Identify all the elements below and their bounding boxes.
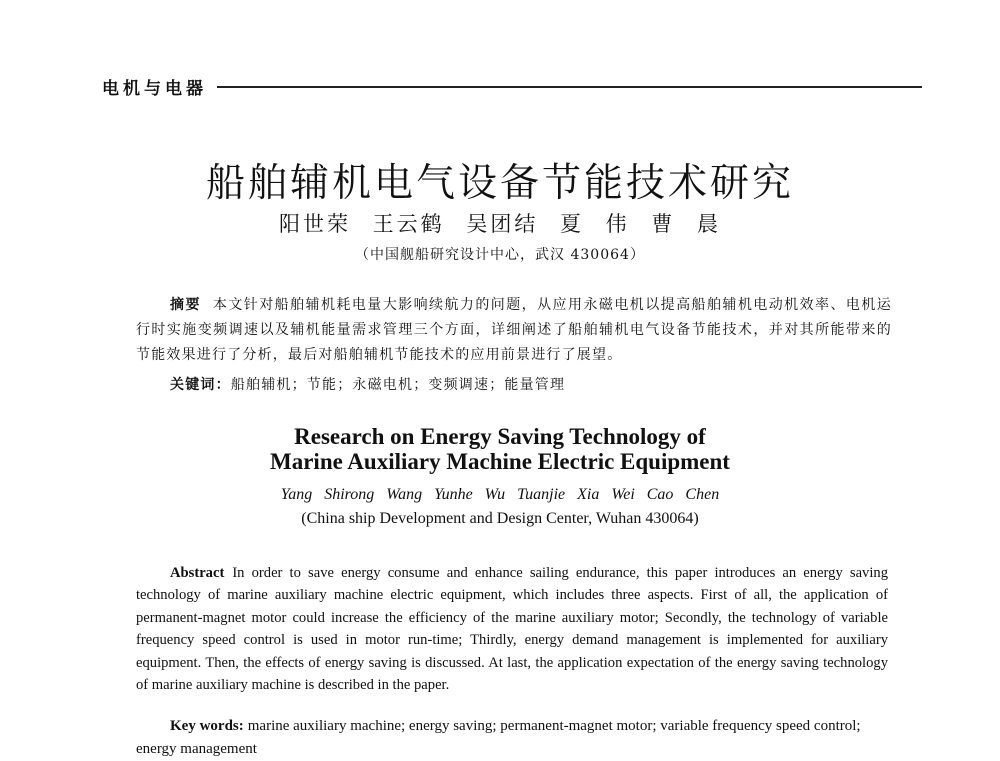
english-abstract-text: In order to save energy consume and enhance sailing endurance, this paper introduces an energy saving technology of marine auxiliary machine electric equipment, which includes three aspects. First of all, the application of permanent-magnet motor could increase the efficiency of the marine auxiliary motor; Secondly, the technology of variable frequency speed control is used in motor run-time; Thirdly, energy demand management is implemented for auxiliary equipment. Then, the effects of energy saving is discussed. At last, the application expectation of the energy saving technology of marine auxiliary machine is described in the paper. bbox=[136, 565, 888, 694]
english-affiliation: (China ship Development and Design Center, Wuhan 430064) bbox=[301, 510, 699, 527]
english-keywords-label: Key words: bbox=[170, 718, 244, 734]
english-abstract bbox=[136, 562, 888, 696]
english-title-line-2: Marine Auxiliary Machine Electric Equipment bbox=[270, 449, 730, 474]
english-abstract-label: Abstract bbox=[170, 565, 225, 581]
chinese-keywords-label: 关键词： bbox=[170, 377, 231, 393]
chinese-keywords-text: 船舶辅机；节能；永磁电机；变频调速；能量管理 bbox=[230, 377, 566, 393]
english-keywords-text: marine auxiliary machine; energy saving; permanent-magnet motor; variable frequency speed control; energy management bbox=[136, 718, 861, 757]
chinese-title: 船舶辅机电气设备节能技术研究 bbox=[205, 161, 794, 206]
section-label: 电机与电器 bbox=[102, 78, 207, 99]
english-title bbox=[0, 424, 1000, 474]
chinese-affiliation: （中国舰船研究设计中心，武汉 430064） bbox=[355, 247, 645, 263]
chinese-abstract-text: 本文针对船舶辅机耗电量大影响续航力的问题，从应用永磁电机以提高船舶辅机电动机效率、电机运行时实施变频调速以及辅机能量需求管理三个方面，详细阐述了船舶辅机电气设备节能技术，并对其所能带来的节能效果进行了分析，最后对船舶辅机节能技术的应用前景进行了展望。 bbox=[136, 297, 892, 363]
chinese-abstract bbox=[136, 293, 892, 368]
english-keywords bbox=[136, 715, 888, 761]
english-title-line-1: Research on Energy Saving Technology of bbox=[294, 424, 706, 449]
running-header bbox=[102, 70, 922, 102]
chinese-keywords bbox=[170, 373, 890, 398]
chinese-authors: 阳世荣 王云鹤 吴团结 夏 伟 曹 晨 bbox=[278, 212, 722, 236]
header-rule bbox=[217, 86, 922, 88]
english-authors: Yang Shirong Wang Yunhe Wu Tuanjie Xia Wei Cao Chen bbox=[280, 486, 720, 503]
chinese-abstract-label: 摘要 bbox=[170, 297, 201, 313]
